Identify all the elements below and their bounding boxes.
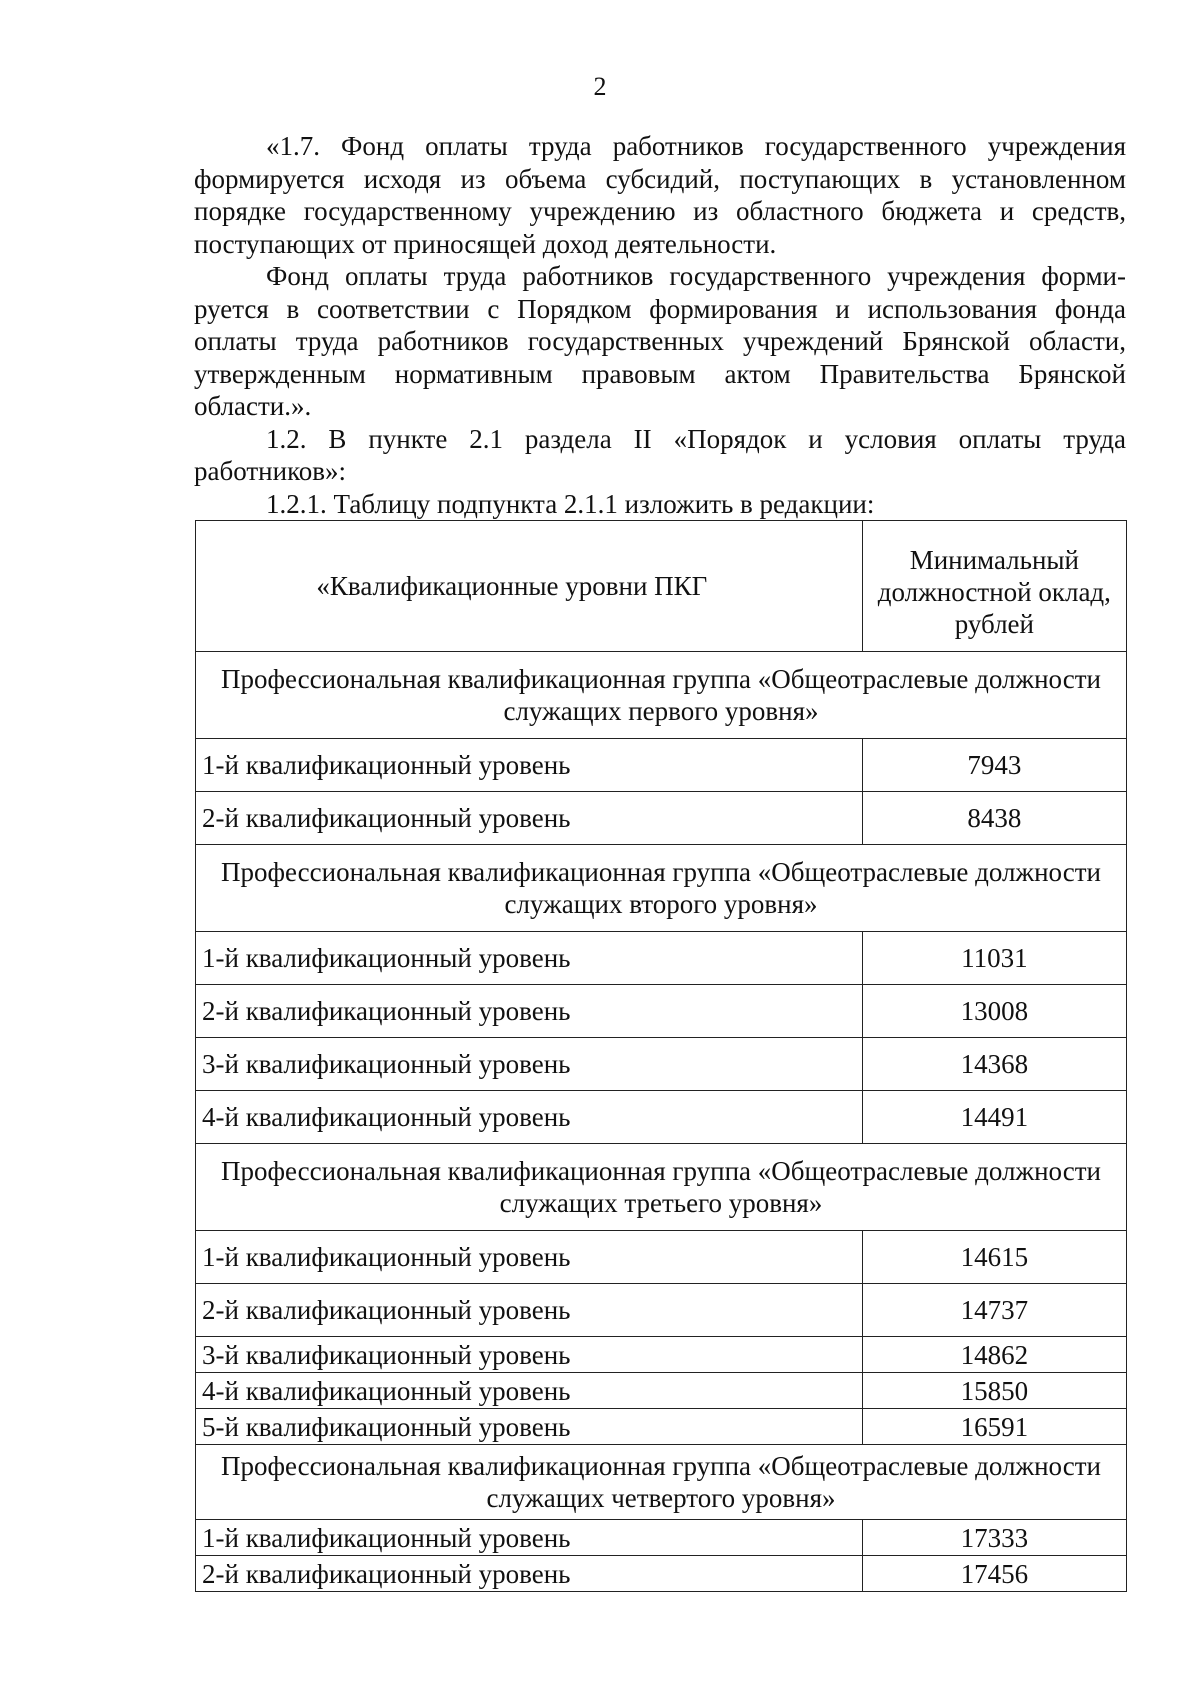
salary-cell: 11031 xyxy=(862,932,1126,985)
group-row xyxy=(196,1445,1127,1520)
level-cell: 2-й квалификационный уровень xyxy=(196,1284,863,1337)
table-row xyxy=(196,1231,1127,1284)
group-title: Профессиональная квалификационная группа «Общеотраслевые должности служащих первого уровня» xyxy=(196,652,1127,739)
table-row xyxy=(196,1284,1127,1337)
paragraph-1-2-1: 1.2.1. Таблицу подпункта 2.1.1 изложить в редакции: xyxy=(266,488,875,519)
table-row xyxy=(196,792,1127,845)
group-row xyxy=(196,845,1127,932)
page-number: 2 xyxy=(593,72,607,101)
group-title: Профессиональная квалификационная группа «Общеотраслевые должности служащих третьего уровня» xyxy=(196,1144,1127,1231)
group-row xyxy=(196,652,1127,739)
level-cell: 2-й квалификационный уровень xyxy=(196,792,863,845)
level-cell: 2-й квалификационный уровень xyxy=(196,1556,863,1592)
salary-table xyxy=(195,520,1127,1592)
salary-cell: 17456 xyxy=(862,1556,1126,1592)
table-row xyxy=(196,932,1127,985)
salary-cell: 8438 xyxy=(862,792,1126,845)
salary-cell: 14615 xyxy=(862,1231,1126,1284)
paragraph-1-7: «1.7. Фонд оплаты труда работников государственного учреждения формируется исходя из объема субсидий, поступающих в установленном порядке государственному учреждению из областного бюджета и средств, поступающих от приносящей доход деятельности. xyxy=(194,131,1126,259)
table-header-row xyxy=(196,521,1127,652)
level-cell: 5-й квалификационный уровень xyxy=(196,1409,863,1445)
salary-cell: 14737 xyxy=(862,1284,1126,1337)
level-cell: 1-й квалификационный уровень xyxy=(196,932,863,985)
table-row xyxy=(196,985,1127,1038)
level-cell: 1-й квалификационный уровень xyxy=(196,1520,863,1556)
level-cell: 3-й квалификационный уровень xyxy=(196,1038,863,1091)
table-row xyxy=(196,1038,1127,1091)
paragraph-fund: Фонд оплаты труда работников государственного учреждения формируется в соответствии с Порядком формирования и использования фонда оплаты труда работников государственных учреждений Брянской области, утвержденным нормативным правовым актом Правительства Брянской области.». xyxy=(194,261,1126,421)
table-row xyxy=(196,1091,1127,1144)
level-cell: 1-й квалификационный уровень xyxy=(196,1231,863,1284)
group-title: Профессиональная квалификационная группа «Общеотраслевые должности служащих второго уровня» xyxy=(196,845,1127,932)
group-row xyxy=(196,1144,1127,1231)
salary-cell: 16591 xyxy=(862,1409,1126,1445)
table-row xyxy=(196,1409,1127,1445)
level-cell: 4-й квалификационный уровень xyxy=(196,1091,863,1144)
table-row xyxy=(196,739,1127,792)
salary-cell: 13008 xyxy=(862,985,1126,1038)
level-cell: 3-й квалификационный уровень xyxy=(196,1337,863,1373)
table-row xyxy=(196,1520,1127,1556)
table-row xyxy=(196,1373,1127,1409)
header-levels: «Квалификационные уровни ПКГ xyxy=(196,521,863,652)
header-salary: Минимальный должностной оклад, рублей xyxy=(862,521,1126,652)
salary-cell: 14491 xyxy=(862,1091,1126,1144)
salary-cell: 17333 xyxy=(862,1520,1126,1556)
salary-cell: 14862 xyxy=(862,1337,1126,1373)
salary-cell: 15850 xyxy=(862,1373,1126,1409)
level-cell: 1-й квалификационный уровень xyxy=(196,739,863,792)
table-row xyxy=(196,1556,1127,1592)
salary-cell: 14368 xyxy=(862,1038,1126,1091)
level-cell: 4-й квалификационный уровень xyxy=(196,1373,863,1409)
group-title: Профессиональная квалификационная группа «Общеотраслевые должности служащих четвертого уровня» xyxy=(196,1445,1127,1520)
salary-cell: 7943 xyxy=(862,739,1126,792)
table-row xyxy=(196,1337,1127,1373)
document-body xyxy=(194,130,1126,520)
level-cell: 2-й квалификационный уровень xyxy=(196,985,863,1038)
paragraph-1-2: 1.2. В пункте 2.1 раздела II «Порядок и условия оплаты труда работников»: xyxy=(194,423,1126,486)
